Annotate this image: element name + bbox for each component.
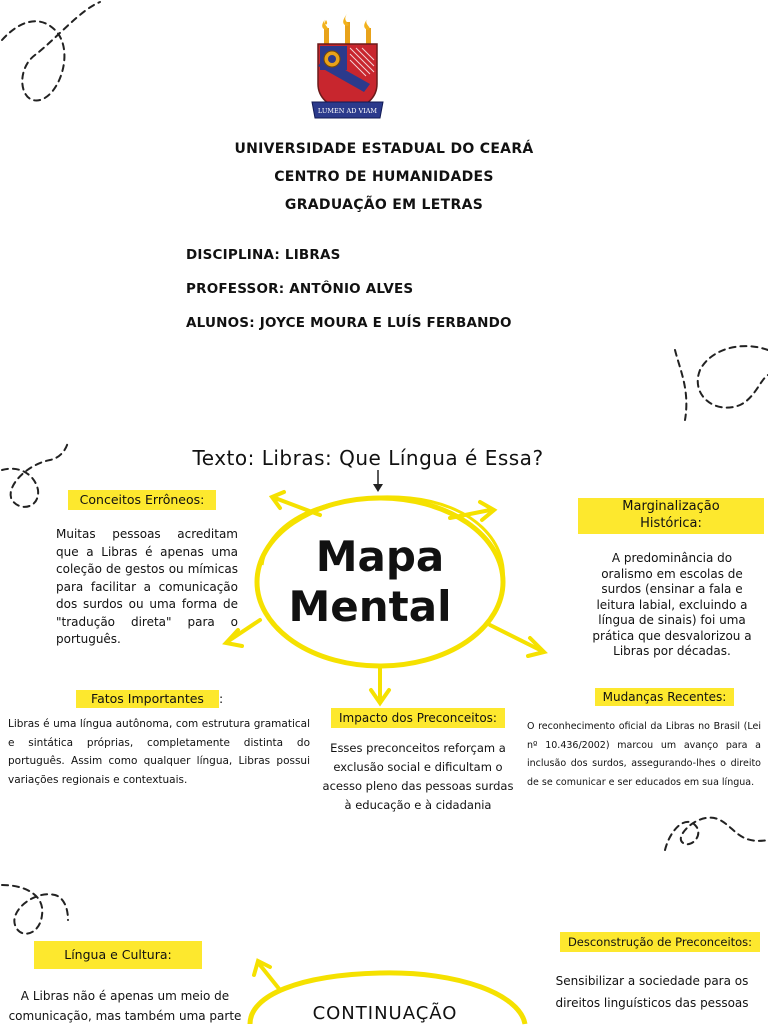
- text-mudancas-recentes: O reconhecimento oficial da Libras no Brasil (Lei nº 10.436/2002) marcou um avanço para a inclusão dos surdos, assegurando-lhes o direito de se comunicar e ser educados em sua língua.: [527, 721, 761, 788]
- professor-line: PROFESSOR: ANTÔNIO ALVES: [186, 281, 414, 297]
- crest-motto: LUMEN AD VIAM: [317, 107, 378, 115]
- discipline-line: DISCIPLINA: LIBRAS: [186, 247, 341, 263]
- label-lingua-cultura: Língua e Cultura:: [34, 941, 202, 969]
- text-impacto-preconceitos: Esses preconceitos reforçam a exclusão social e dificultam o acesso pleno das pessoas surdas à educação e à cidadania: [322, 741, 514, 812]
- dashed-doodle-top-left: [0, 0, 110, 120]
- university-crest-logo: [310, 18, 385, 130]
- map-title: Texto: Libras: Que Língua é Essa?: [192, 446, 544, 470]
- label-marginalizacao-historica: [578, 498, 764, 534]
- department-name: CENTRO DE HUMANIDADES: [274, 169, 494, 185]
- students-line: ALUNOS: JOYCE MOURA E LUÍS FERBANDO: [186, 315, 512, 331]
- course-name: GRADUAÇÃO EM LETRAS: [284, 197, 484, 213]
- label-fatos-importantes-wrap: [76, 690, 223, 708]
- label-fatos-importantes: Fatos Importantes: [76, 690, 219, 708]
- dashed-doodle-mid-right: [660, 800, 768, 860]
- label-desconstrucao-preconceitos: Desconstrução de Preconceitos:: [560, 932, 760, 952]
- dashed-doodle-right: [660, 330, 768, 440]
- text-desconstrucao-preconceitos: Sensibilizar a sociedade para os direitos linguísticos das pessoas: [555, 974, 749, 1010]
- continuation-title: CONTINUAÇÃO: [312, 1003, 458, 1024]
- map-center-word-2: Mental: [288, 582, 452, 631]
- text-marginalizacao-historica: A predominância do oralismo em escolas de surdos (ensinar a fala e leitura labial, excluindo a língua de sinais) foi uma prática que desvalorizou a Libras por décadas.: [592, 551, 752, 658]
- label-marginalizacao-line1: Marginalização: [622, 499, 720, 514]
- dashed-doodle-bottom-left: [0, 870, 70, 950]
- text-conceitos-erroneos: Muitas pessoas acreditam que a Libras é apenas uma coleção de gestos ou mímicas para facilitar a comunicação dos surdos ou uma forma de "tradução direta" para o português.: [56, 527, 238, 646]
- label-mudancas-recentes: Mudanças Recentes:: [595, 688, 734, 706]
- text-fatos-importantes: Libras é uma língua autônoma, com estrutura gramatical e sintática próprias, completamente distinta do português. Assim como qualquer língua, Libras possui variações regionais e contextuais.: [8, 718, 310, 786]
- label-marginalizacao-line2: Histórica:: [640, 516, 702, 531]
- label-conceitos-erroneos: Conceitos Errôneos:: [68, 490, 216, 510]
- text-lingua-cultura: A Libras não é apenas um meio de comunicação, mas também uma parte: [8, 989, 242, 1023]
- label-impacto-preconceitos: Impacto dos Preconceitos:: [331, 708, 505, 728]
- university-name: UNIVERSIDADE ESTADUAL DO CEARÁ: [234, 141, 534, 157]
- map-center-word-1: Mapa: [315, 532, 445, 581]
- label-fatos-colon: :: [219, 691, 224, 706]
